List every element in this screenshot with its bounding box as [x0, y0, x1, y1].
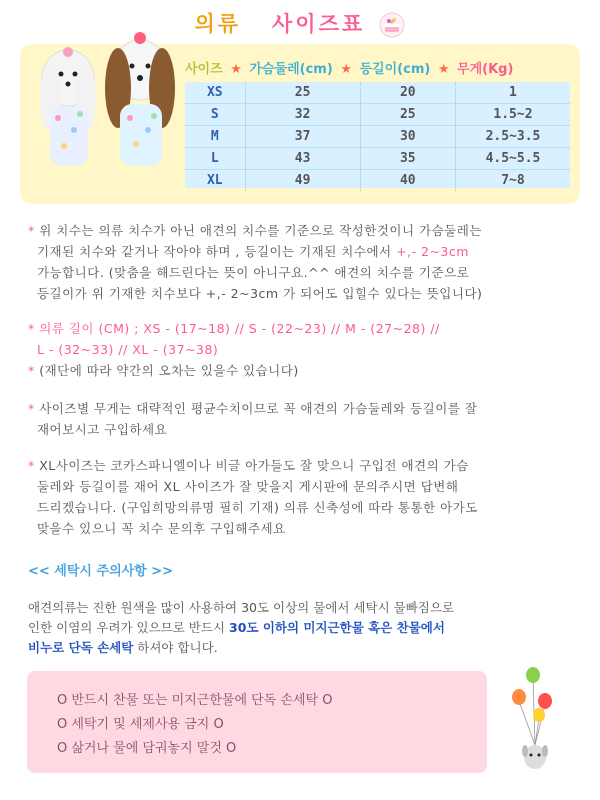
- note-xl: * XL사이즈는 코카스파니엘이나 비글 아가들도 잘 맞으니 구입전 애견의 가슴 둘레와 등길이를 재어 XL 사이즈가 잘 맞을지 게시판에 문의주시면 답변해 드리겠습니다. (구입희망의류명 필히 기재) 의류 신축성에 따라 통통한 아가도 맞을수 있으니 꼭 치수 문의후 구입해주세요: [28, 458, 478, 536]
- title-part1: 의류: [194, 12, 242, 36]
- weight-cell: 4.5~5.5: [485, 151, 541, 166]
- weight-cell: 1: [509, 85, 517, 100]
- size-table: [185, 82, 570, 188]
- note-text: 재어보시고 구입하세요: [36, 422, 168, 437]
- note-text: 맞을수 있으니 꼭 치수 문의후 구입해주세요: [36, 521, 286, 536]
- dogs-image: [28, 18, 178, 183]
- wash-rule: O 세탁기 및 세제사용 금지 O: [57, 717, 224, 732]
- chest-cell: 37: [246, 126, 361, 147]
- wash-text: 애견의류는 진한 원색을 많이 사용하여 30도 이상의 물에서 세탁시 물빠짐으로: [28, 600, 454, 615]
- size-cell: M: [185, 126, 246, 147]
- header-weight: 무게(Kg): [457, 62, 514, 77]
- chest-cell: 43: [246, 148, 361, 169]
- chest-cell: 49: [246, 170, 361, 191]
- note-text: (재단에 따라 약간의 오차는 있을수 있습니다): [39, 363, 299, 378]
- wash-title: << 세탁시 주의사항 >>: [28, 564, 174, 579]
- wash-highlight: 30도 이하의 미지근한물 혹은 찬물에서: [229, 620, 445, 635]
- star-icon: ★: [437, 62, 450, 77]
- wash-rule: O 반드시 찬물 또는 미지근한물에 단독 손세탁 O: [57, 693, 333, 708]
- note-weight: * 사이즈별 무게는 대략적인 평균수치이므로 꼭 애견의 가슴둘레와 등길이를 잘 재어보시고 구입하세요: [28, 401, 478, 437]
- size-cell: XS: [185, 82, 246, 103]
- note-highlight: +,- 2~3cm: [396, 244, 469, 259]
- back-cell: 30: [361, 126, 456, 147]
- cake-icon: [379, 12, 405, 38]
- wash-text: 인한 이염의 우려가 있으므로 반드시: [28, 620, 229, 635]
- title-part2: 사이즈표: [272, 12, 366, 36]
- table-row: [185, 82, 570, 104]
- wash-rules-box: [27, 671, 487, 773]
- header-size: 사이즈: [185, 62, 223, 77]
- table-row: [185, 126, 570, 148]
- note-measurement: * 위 치수는 의류 치수가 아닌 애견의 치수를 기준으로 작성한것이니 가슴둘레는 기재된 치수와 같거나 작아야 하며 , 등길이는 기재된 치수에서 +,- 2~3cm 가능합니다. (맞춤을 해드린다는 뜻이 아니구요.^^ 애견의 치수를 기준으로 등길이가 위 기재한 치수보다 +,- 2~3cm 가 되어도 입힐수 있다는 뜻입니다): [28, 223, 483, 301]
- note-text: 사이즈별 무게는 대략적인 평균수치이므로 꼭 애견의 가슴둘레와 등길이를 잘: [39, 401, 478, 416]
- size-cell: S: [185, 104, 246, 125]
- header-chest: 가슴둘레(cm): [249, 62, 333, 77]
- wash-rule: O 삶거나 물에 담궈놓지 말것 O: [57, 741, 237, 756]
- back-cell: 40: [361, 170, 456, 191]
- chest-cell: 25: [246, 82, 361, 103]
- note-text: 기재된 치수와 같거나 작아야 하며 , 등길이는 기재된 치수에서: [36, 244, 397, 259]
- back-cell: 25: [361, 104, 456, 125]
- note-text: 드리겠습니다. (구입희망의류명 필히 기재) 의류 신축성에 따라 통통한 아가도: [36, 500, 478, 515]
- table-row: [185, 170, 570, 191]
- back-cell: 20: [361, 82, 456, 103]
- note-text: 가능합니다. (맞춤을 해드린다는 뜻이 아니구요.^^ 애견의 치수를 기준으로: [36, 265, 470, 280]
- chest-cell: 32: [246, 104, 361, 125]
- star-icon: ★: [340, 62, 352, 77]
- table-row: [185, 104, 570, 126]
- note-length: * 의류 길이 (CM) ; XS - (17~18) // S - (22~23) // M - (27~28) // L - (32~33) // XL - (37~38) * (재단에 따라 약간의 오차는 있을수 있습니다): [28, 321, 440, 378]
- balloons-dog-icon: [505, 665, 565, 775]
- note-text: 둘레와 등길이를 재어 XL 사이즈가 잘 맞을지 게시판에 문의주시면 답변해: [36, 479, 459, 494]
- back-cell: 35: [361, 148, 456, 169]
- size-cell: XL: [185, 170, 246, 191]
- note-text: XL사이즈는 코카스파니엘이나 비글 아가들도 잘 맞으니 구입전 애견의 가슴: [39, 458, 469, 473]
- table-row: [185, 148, 570, 170]
- wash-text: 하셔야 합니다.: [133, 640, 218, 655]
- note-text: 등길이가 위 기재한 치수보다 +,- 2~3cm 가 되어도 입힐수 있다는 뜻입니다): [36, 286, 483, 301]
- size-cell: L: [185, 148, 246, 169]
- header-back-length: 등길이(cm): [359, 62, 431, 77]
- wash-description: [28, 598, 578, 658]
- table-header: [185, 58, 575, 77]
- weight-cell: 2.5~3.5: [485, 129, 541, 144]
- wash-highlight: 비누로 단독 손세탁: [28, 640, 134, 655]
- star-icon: ★: [230, 62, 242, 77]
- note-text: L - (32~33) // XL - (37~38): [36, 342, 219, 357]
- note-text: 위 치수는 의류 치수가 아닌 애견의 치수를 기준으로 작성한것이니 가슴둘레는: [39, 223, 482, 238]
- weight-cell: 1.5~2: [493, 107, 533, 122]
- note-text: 의류 길이 (CM) ; XS - (17~18) // S - (22~23) // M - (27~28) //: [39, 321, 440, 336]
- weight-cell: 7~8: [501, 173, 525, 188]
